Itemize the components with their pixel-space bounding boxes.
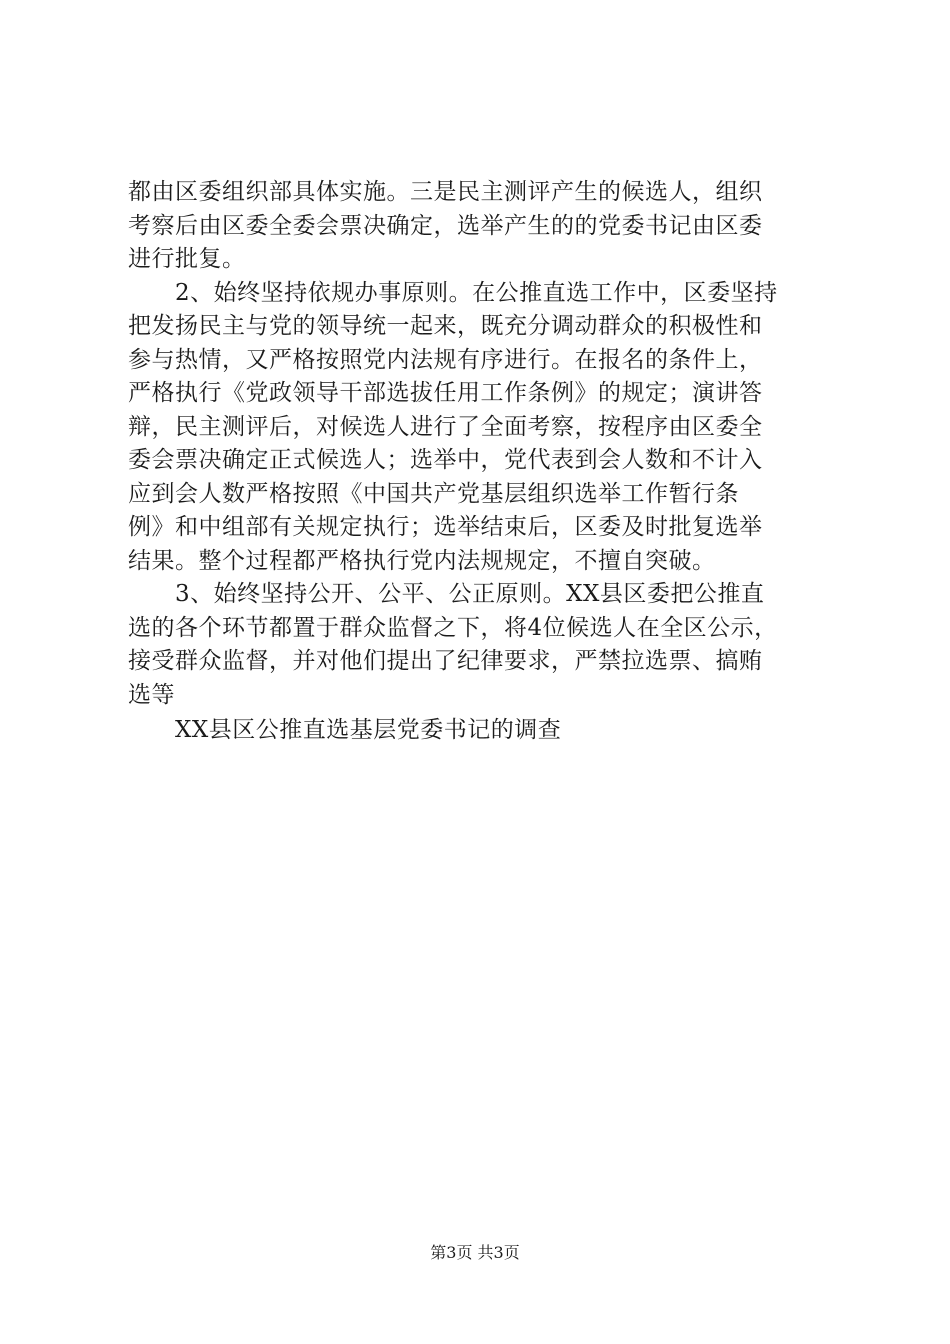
page-footer [0,1242,950,1264]
text-line: 辩，民主测评后，对候选人进行了全面考察，按程序由区委全 [128,413,763,440]
text-line: 选的各个环节都置于群众监督之下，将4位候选人在全区公示， [128,614,778,641]
text-line: 3、始终坚持公开、公平、公正原则。XX县区委把公推直 [175,581,765,607]
text-line: 接受群众监督，并对他们提出了纪律要求，严禁拉选票、搞贿 [128,648,763,674]
text-line: 考察后由区委全委会票决确定，选举产生的的党委书记由区委 [128,212,763,239]
text-line: 结果。整个过程都严格执行党内法规规定，不擅自突破。 [128,547,716,574]
text-line: 把发扬民主与党的领导统一起来，既充分调动群众的积极性和 [128,313,763,339]
text-line: 例》和中组部有关规定执行；选举结束后，区委及时批复选举 [128,514,763,540]
text-line: 参与热情，又严格按照党内法规有序进行。在报名的条件上， [128,346,763,373]
text-line: 委会票决确定正式候选人；选举中，党代表到会人数和不计入 [128,447,763,473]
text-line: 2、始终坚持依规办事原则。在公推直选工作中，区委坚持 [175,279,778,306]
text-line: 都由区委组织部具体实施。三是民主测评产生的候选人，组织 [128,179,763,205]
document-title: XX县区公推直选基层党委书记的调查 [175,717,562,743]
text-line: 选等 [128,681,175,708]
document-body [128,176,840,748]
text-line: 进行批复。 [128,246,246,272]
text-line: 严格执行《党政领导干部选拔任用工作条例》的规定；演讲答 [128,380,763,406]
text-line: 应到会人数严格按照《中国共产党基层组织选举工作暂行条 [128,480,739,507]
page-number: 第3页 共3页 [430,1243,520,1262]
